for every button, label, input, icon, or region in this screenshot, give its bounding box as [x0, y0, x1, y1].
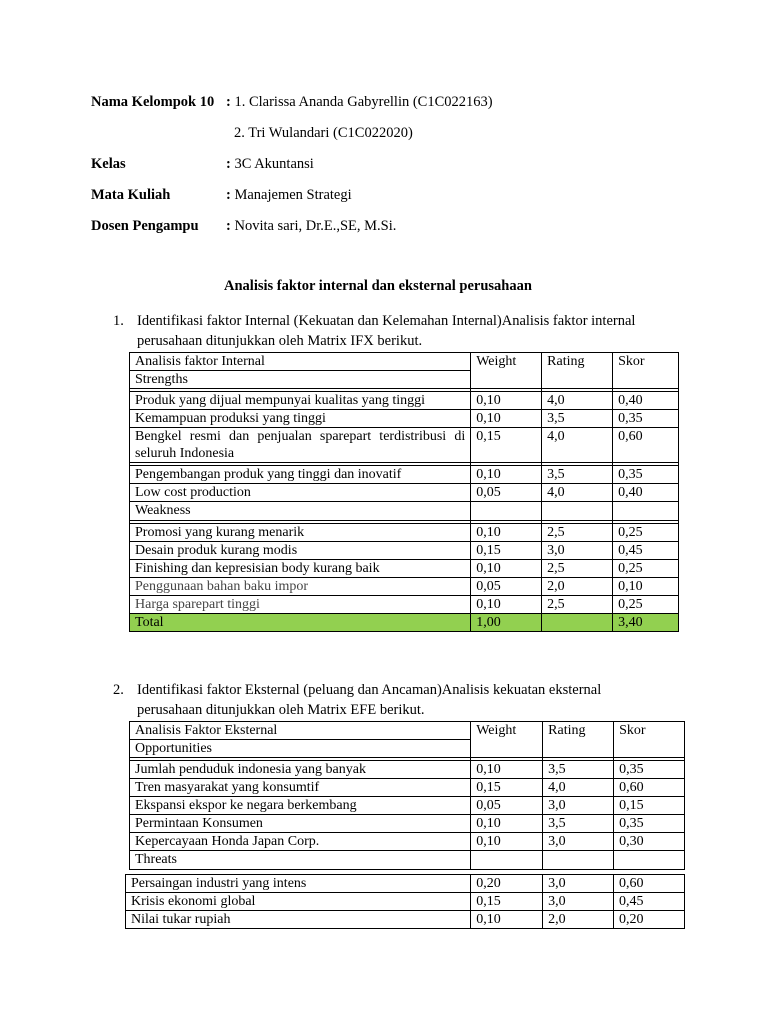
- efe-header-factor: Analisis Faktor Eksternal: [130, 722, 471, 740]
- ifx-header-rating: Rating: [542, 353, 613, 389]
- course-label: Mata Kuliah: [91, 187, 171, 203]
- efe-group-opportunities: Opportunities: [130, 740, 471, 758]
- group-label: Nama Kelompok 10: [91, 94, 215, 110]
- course-value: : Manajemen Strategi: [226, 187, 352, 203]
- section-1-number: 1.: [113, 313, 124, 329]
- section-2-text: Identifikasi faktor Eksternal (peluang dan Ancaman)Analisis kekuatan eksternal perusahaan ditunjukkan oleh Matrix EFE berikut.: [137, 682, 602, 718]
- ifx-matrix-table: [129, 352, 679, 632]
- table-row: Permintaan Konsumen 0,10 3,5 0,35: [130, 815, 685, 833]
- lecturer-value: : Novita sari, Dr.E.,SE, M.Si.: [226, 218, 397, 234]
- table-row: Tren masyarakat yang konsumtif 0,15 4,0 0,60: [130, 779, 685, 797]
- table-row: Penggunaan bahan baku impor 0,05 2,0 0,10: [130, 578, 679, 596]
- group-name-row: [91, 93, 214, 111]
- table-row: Jumlah penduduk indonesia yang banyak 0,10 3,5 0,35: [130, 761, 685, 779]
- member-2: 2. Tri Wulandari (C1C022020): [234, 125, 413, 141]
- table-row: Desain produk kurang modis 0,15 3,0 0,45: [130, 542, 679, 560]
- table-row: Bengkel resmi dan penjualan sparepart terdistribusi di seluruh Indonesia 0,15 4,0 0,60: [130, 428, 679, 463]
- table-row: Ekspansi ekspor ke negara berkembang 0,05 3,0 0,15: [130, 797, 685, 815]
- table-row: Nilai tukar rupiah 0,10 2,0 0,20: [126, 911, 685, 929]
- section-1-text: Identifikasi faktor Internal (Kekuatan dan Kelemahan Internal)Analisis faktor internal perusahaan ditunjukkan oleh Matrix IFX berikut.: [137, 313, 636, 349]
- table-row: Produk yang dijual mempunyai kualitas yang tinggi 0,10 4,0 0,40: [130, 392, 679, 410]
- table-row: Persaingan industri yang intens 0,20 3,0 0,60: [126, 875, 685, 893]
- table-row: Krisis ekonomi global 0,15 3,0 0,45: [126, 893, 685, 911]
- ifx-header-skor: Skor: [613, 353, 679, 389]
- efe-header-weight: Weight: [471, 722, 543, 758]
- table-row: Kemampuan produksi yang tinggi 0,10 3,5 0,35: [130, 410, 679, 428]
- table-row: Finishing dan kepresisian body kurang baik 0,10 2,5 0,25: [130, 560, 679, 578]
- ifx-header-factor: Analisis faktor Internal: [130, 353, 471, 371]
- efe-header-rating: Rating: [543, 722, 614, 758]
- table-row: Harga sparepart tinggi 0,10 2,5 0,25: [130, 596, 679, 614]
- class-value: : 3C Akuntansi: [226, 156, 314, 172]
- ifx-group-weakness: Weakness: [130, 502, 471, 521]
- efe-header-skor: Skor: [614, 722, 685, 758]
- efe-matrix-table: [129, 721, 685, 870]
- ifx-total-row: Total 1,00 3,40: [130, 614, 679, 632]
- efe-group-threats: Threats: [130, 851, 471, 870]
- table-row: Low cost production 0,05 4,0 0,40: [130, 484, 679, 502]
- table-row: Kepercayaan Honda Japan Corp. 0,10 3,0 0,30: [130, 833, 685, 851]
- class-label: Kelas: [91, 156, 126, 172]
- table-row: Pengembangan produk yang tinggi dan inovatif 0,10 3,5 0,35: [130, 466, 679, 484]
- efe-threats-table: [125, 874, 685, 929]
- ifx-group-strengths: Strengths: [130, 371, 471, 389]
- lecturer-label: Dosen Pengampu: [91, 218, 199, 234]
- table-row: Promosi yang kurang menarik 0,10 2,5 0,25: [130, 524, 679, 542]
- ifx-header-weight: Weight: [471, 353, 542, 389]
- member-1-text: 1. Clarissa Ananda Gabyrellin (C1C022163): [234, 94, 493, 110]
- section-2-number: 2.: [113, 682, 124, 698]
- document-title: Analisis faktor internal dan eksternal perusahaan: [224, 278, 532, 294]
- member-1: : 1. Clarissa Ananda Gabyrellin (C1C022163): [226, 94, 493, 110]
